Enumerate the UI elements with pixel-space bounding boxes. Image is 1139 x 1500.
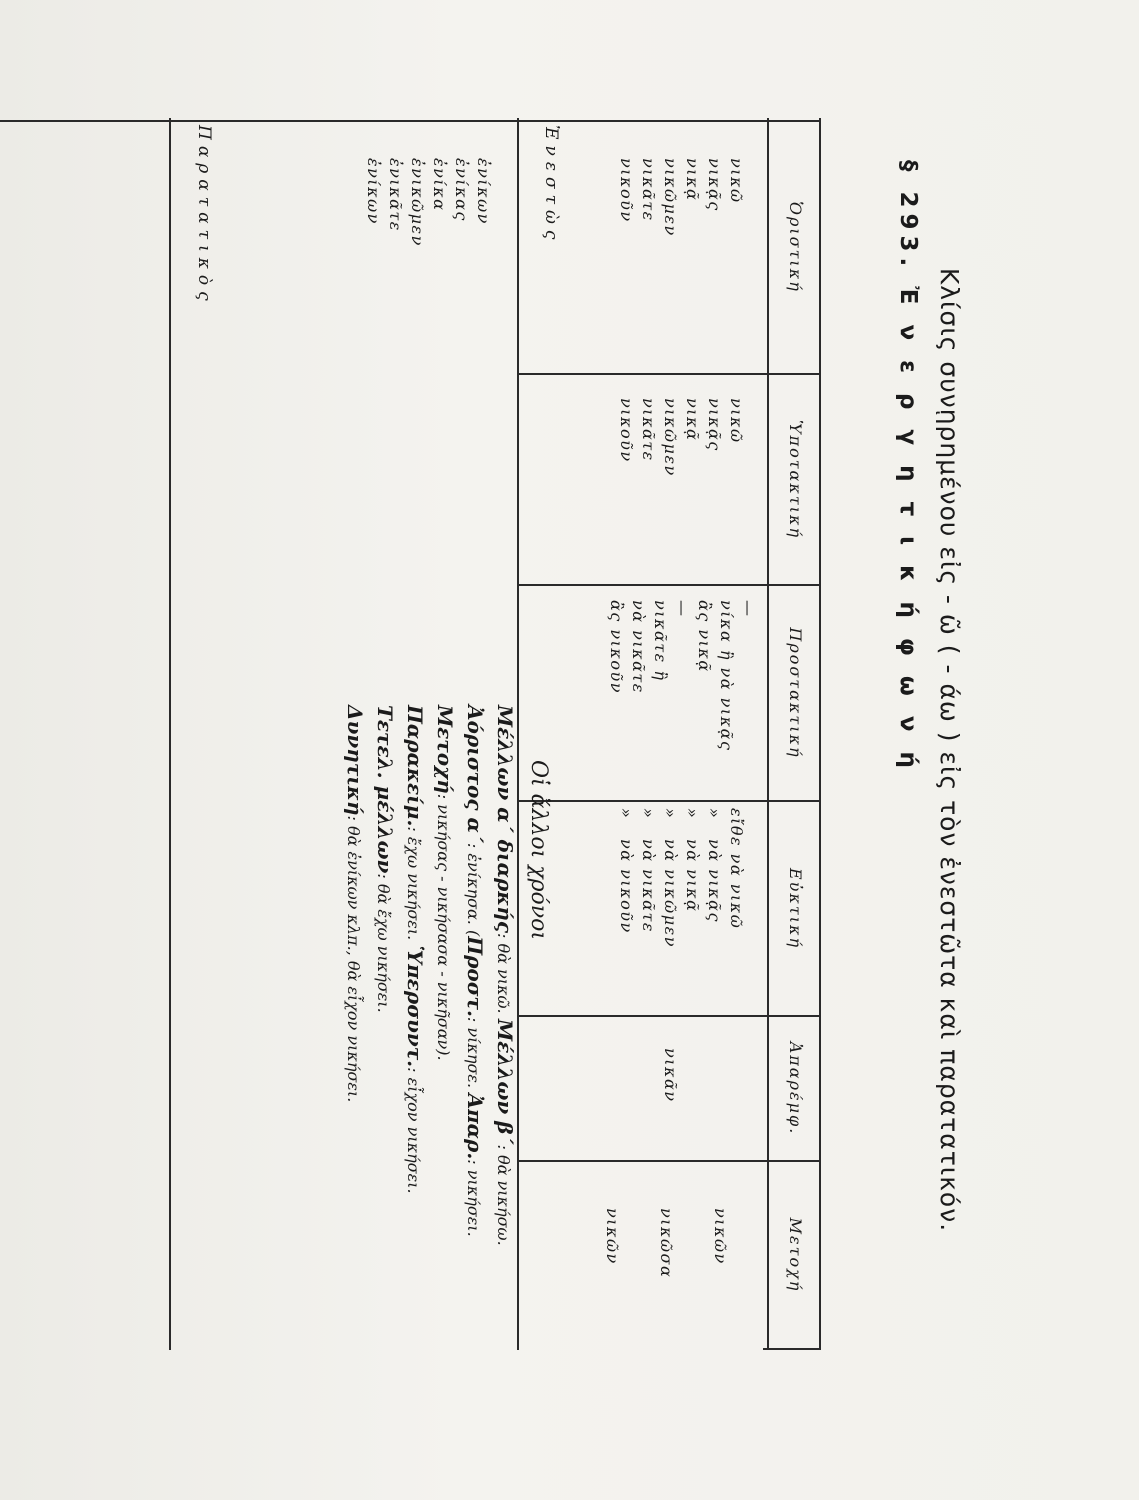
other-tenses-title: Οἱ ἄλλοι χρόνοι (526, 759, 551, 941)
header-participle: Μετοχή (786, 1217, 805, 1293)
header-optative: Εὐκτική (786, 867, 805, 950)
header-infinitive: Ἀπαρέμφ. (786, 1041, 805, 1136)
column-rule-1 (517, 373, 821, 375)
tense-form: : νικήσας - νικήσασα - νικῆσαν). (434, 793, 453, 1061)
tense-label: Δυνητική (343, 705, 367, 816)
column-rule-3 (517, 800, 821, 802)
tense-label: Προστ. (463, 936, 487, 1017)
tense-line-conditional (343, 705, 367, 1102)
table-left-rule (819, 118, 821, 1350)
table-top-rule (0, 120, 821, 122)
tense-form: : ἔχω νικήσει. (404, 826, 423, 941)
present-optative: εἴθε νὰ νικῶ » νὰ νικᾷς » νὰ νικᾷ » νὰ νικῶμεν » νὰ νικᾶτε » νὰ νικοῦν (617, 808, 746, 948)
header-subjunctive: Ὑποτακτική (786, 419, 805, 540)
table-end-rule (763, 1348, 821, 1350)
tense-form: : θὰ νικήσω. (494, 1144, 513, 1246)
tense-label: Παρακείμ. (403, 705, 427, 827)
tense-line-perfect (403, 705, 427, 1194)
tense-label: Τετελ. μέλλων (373, 705, 397, 874)
tense-line-participle (433, 705, 457, 1061)
tense-label: Ἀόριστος α΄ (463, 705, 487, 843)
tense-form: : θὰ ἔχω νικήσει. (374, 873, 393, 1013)
header-rule (767, 118, 769, 1350)
header-indicative: Ὁριστική (786, 201, 805, 293)
tense-label: Ὑπερσυντ. (403, 945, 427, 1068)
present-participle: νικῶν νικῶσα νικῶν (603, 1208, 730, 1279)
tense-line-future (493, 705, 517, 1246)
column-rule-2 (517, 584, 821, 586)
header-imperative: Προστακτική (786, 627, 805, 759)
column-rule-4 (517, 1015, 821, 1017)
present-rule (517, 118, 519, 1350)
tense-form: : θὰ ἐνίκων κλπ., θὰ εἶχον νικήσει. (344, 815, 363, 1103)
present-infinitive: νικᾶν (661, 1048, 680, 1103)
tense-line-future-perfect (373, 705, 397, 1013)
tense-form: : νίκησε. (464, 1016, 483, 1089)
present-subjunctive: νικῶ νικᾷς νικᾷ νικῶμεν νικᾶτε νικοῦν (617, 398, 746, 477)
table-bottom-rule (169, 118, 171, 1350)
section-heading: § 293. Ἐ ν ε ρ γ η τ ι κ ή φ ω ν ή (895, 160, 921, 774)
tense-form: : εἶχον νικήσει. (404, 1067, 423, 1194)
tense-label: Μέλλων β΄ (493, 1019, 517, 1145)
tense-line-aorist (463, 705, 487, 1237)
imperfect-indicative: ἐνίκων ἐνίκας ἐνίκα ἐνικῶμεν ἐνικᾶτε ἐνίκων (364, 158, 493, 247)
column-rule-5 (517, 1160, 821, 1162)
tense-form: : θὰ νικῶ. (494, 933, 513, 1014)
tense-form: : ἐνίκησα. ( (464, 842, 483, 937)
tense-label: Μέλλων α΄ διαρκής (493, 705, 517, 933)
tense-form: : νικήσει. (464, 1159, 483, 1237)
tense-label: Ἀπαρ. (463, 1093, 487, 1160)
present-imperative: — νίκα ἢ νὰ νικᾷς ἂς νικᾷ — νικᾶτε ἢ νὰ νικᾶτε ἂς νικοῦν (607, 600, 758, 752)
row-label-imperfect: Παρατατικὸς (194, 125, 214, 307)
row-label-present: Ἐνεστὼς (541, 125, 561, 246)
page-title: Κλίσις συνῃρημένου εἰς - ῶ ( - άω ) εἰς τὸν ἐνεστῶτα καὶ παρατατικόν. (935, 267, 964, 1233)
present-indicative: νικῶ νικᾷς νικᾷ νικῶμεν νικᾶτε νικοῦν (617, 158, 746, 237)
tense-label: Μετοχή (433, 705, 457, 794)
